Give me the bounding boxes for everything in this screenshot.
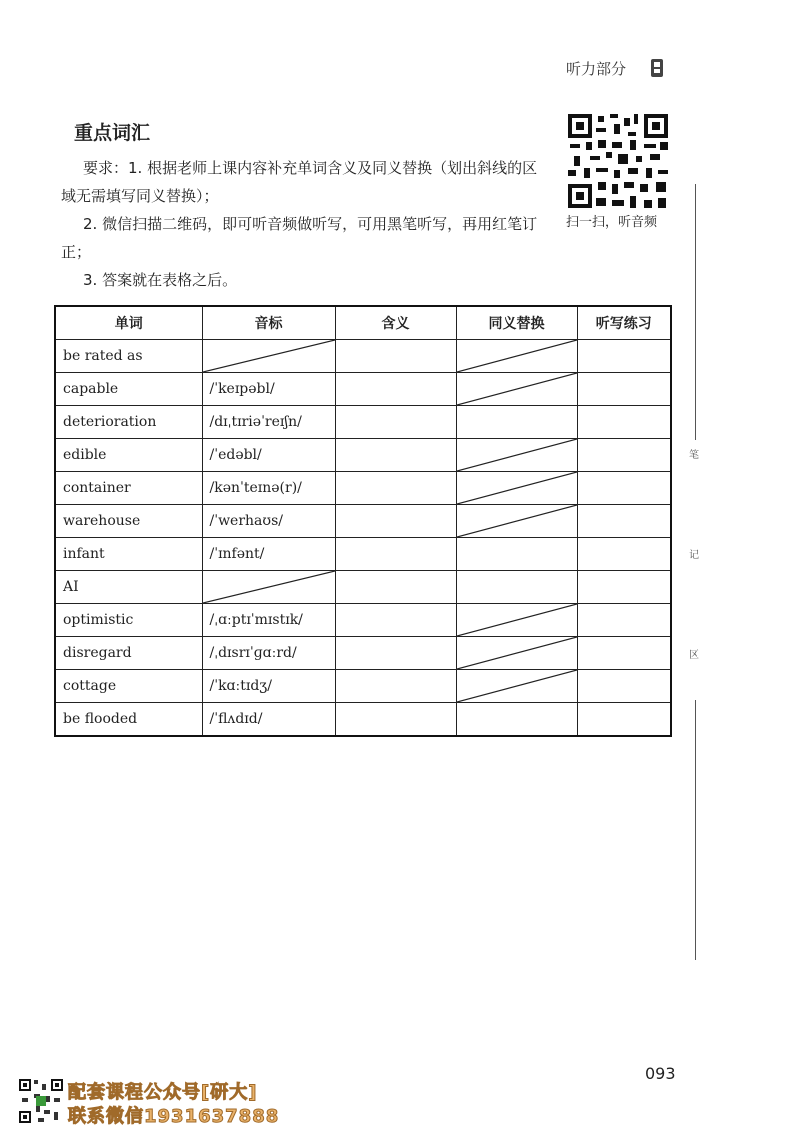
cell-meaning[interactable]	[335, 670, 456, 703]
slash-mark	[457, 505, 577, 537]
cell-meaning[interactable]	[335, 637, 456, 670]
cell-phonetic-text: /ˈedəbl/	[209, 447, 262, 463]
table-row	[55, 373, 671, 406]
section-title: 听力部分	[566, 60, 627, 78]
cell-meaning[interactable]	[335, 538, 456, 571]
cell-word-text: be flooded	[63, 711, 138, 727]
table-row	[55, 637, 671, 670]
slash-mark	[457, 472, 577, 504]
cell-dictation[interactable]	[577, 604, 671, 637]
cell-meaning[interactable]	[335, 505, 456, 538]
cell-word-text: deterioration	[63, 414, 157, 430]
header-dictation: 听写练习	[577, 306, 671, 340]
cell-word-text: edible	[63, 447, 107, 463]
cell-meaning[interactable]	[335, 571, 456, 604]
cell-synonym[interactable]	[456, 439, 577, 472]
cell-word-text: infant	[63, 546, 105, 562]
cell-meaning[interactable]	[335, 373, 456, 406]
cell-phonetic	[202, 571, 335, 604]
cell-word	[55, 472, 202, 505]
cell-word	[55, 439, 202, 472]
slash-mark	[457, 340, 577, 372]
side-note-char: 笔	[689, 450, 699, 461]
cell-word	[55, 670, 202, 703]
cell-phonetic	[202, 670, 335, 703]
cell-word-text: warehouse	[63, 513, 141, 529]
cell-phonetic	[202, 538, 335, 571]
cell-word	[55, 604, 202, 637]
cell-phonetic-text: /ˈwerhaʊs/	[209, 513, 283, 529]
cell-synonym[interactable]	[456, 703, 577, 737]
side-note-char: 记	[689, 550, 699, 561]
cell-synonym[interactable]	[456, 538, 577, 571]
promo-text: 联系微信1931637888	[68, 1106, 280, 1127]
cell-meaning[interactable]	[335, 439, 456, 472]
table-row	[55, 571, 671, 604]
cell-phonetic-text: /ˈkɑːtɪdʒ/	[209, 678, 272, 694]
cell-synonym[interactable]	[456, 571, 577, 604]
cell-word-text: optimistic	[63, 612, 134, 628]
cell-synonym[interactable]	[456, 637, 577, 670]
slash-mark	[457, 439, 577, 471]
table-row	[55, 472, 671, 505]
cell-phonetic	[202, 637, 335, 670]
cell-phonetic	[202, 472, 335, 505]
cell-dictation[interactable]	[577, 505, 671, 538]
cell-phonetic-text: /kənˈteɪnə(r)/	[209, 480, 302, 496]
slash-mark	[203, 571, 335, 603]
promo-text: 配套课程公众号[研大]	[68, 1082, 258, 1103]
table-row	[55, 340, 671, 373]
cell-phonetic-text: /ˌdɪsrɪˈɡɑːrd/	[209, 645, 297, 661]
cell-word-text: AI	[63, 579, 79, 595]
requirement-2: 2. 微信扫描二维码，即可听音频做听写，可用黑笔听写，再用红笔订正；	[61, 215, 538, 261]
cell-dictation[interactable]	[577, 538, 671, 571]
margin-divider	[695, 184, 696, 440]
cell-synonym[interactable]	[456, 505, 577, 538]
cell-meaning[interactable]	[335, 472, 456, 505]
cell-dictation[interactable]	[577, 439, 671, 472]
promo-qr-icon	[18, 1078, 64, 1124]
cell-word	[55, 505, 202, 538]
cell-word	[55, 637, 202, 670]
cell-word	[55, 406, 202, 439]
table-row	[55, 538, 671, 571]
header-synonym: 同义替换	[456, 306, 577, 340]
cell-dictation[interactable]	[577, 406, 671, 439]
cell-phonetic-text: /ˈkeɪpəbl/	[209, 381, 275, 397]
cell-word	[55, 373, 202, 406]
cell-word-text: container	[63, 480, 131, 496]
cell-dictation[interactable]	[577, 373, 671, 406]
table-row	[55, 703, 671, 737]
cell-dictation[interactable]	[577, 703, 671, 737]
table-row	[55, 505, 671, 538]
cell-dictation[interactable]	[577, 340, 671, 373]
cell-dictation[interactable]	[577, 670, 671, 703]
slash-mark	[457, 670, 577, 702]
table-row	[55, 406, 671, 439]
page-number: 093	[645, 1064, 676, 1083]
cell-meaning[interactable]	[335, 604, 456, 637]
cell-phonetic	[202, 439, 335, 472]
cell-word-text: disregard	[63, 645, 132, 661]
cell-synonym[interactable]	[456, 406, 577, 439]
cell-dictation[interactable]	[577, 637, 671, 670]
cell-phonetic-text: /ˈflʌdɪd/	[209, 711, 263, 727]
cell-phonetic	[202, 505, 335, 538]
cell-word-text: cottage	[63, 678, 117, 694]
header-phonetic: 音标	[202, 306, 335, 340]
cell-phonetic	[202, 703, 335, 737]
cell-phonetic-text: /dɪˌtɪriəˈreɪʃn/	[209, 414, 302, 430]
cell-phonetic-text: /ˈɪnfənt/	[209, 546, 265, 562]
slash-mark	[203, 340, 335, 372]
slash-mark	[457, 373, 577, 405]
cell-word-text: capable	[63, 381, 119, 397]
cell-phonetic	[202, 373, 335, 406]
vocabulary-table	[54, 305, 672, 737]
header-word: 单词	[55, 306, 202, 340]
table-row	[55, 670, 671, 703]
cell-synonym[interactable]	[456, 472, 577, 505]
cell-meaning[interactable]	[335, 340, 456, 373]
qr-caption: 扫一扫，听音频	[566, 215, 658, 230]
cell-word	[55, 340, 202, 373]
table-row	[55, 604, 671, 637]
cell-word	[55, 571, 202, 604]
requirement-1: 要求：1. 根据老师上课内容补充单词含义及同义替换（划出斜线的区域无需填写同义替换）；	[61, 159, 538, 205]
cell-word-text: be rated as	[63, 348, 143, 364]
cell-dictation[interactable]	[577, 571, 671, 604]
cell-word	[55, 703, 202, 737]
qr-code-icon[interactable]	[566, 112, 670, 210]
requirement-3: 3. 答案就在表格之后。	[83, 271, 238, 289]
side-note-char: 区	[689, 650, 699, 661]
cell-dictation[interactable]	[577, 472, 671, 505]
ear-icon	[649, 58, 665, 78]
slash-mark	[457, 637, 577, 669]
cell-synonym[interactable]	[456, 340, 577, 373]
cell-synonym[interactable]	[456, 373, 577, 406]
cell-meaning[interactable]	[335, 703, 456, 737]
section-heading: 重点词汇	[74, 122, 151, 144]
cell-word	[55, 538, 202, 571]
table-row	[55, 439, 671, 472]
cell-synonym[interactable]	[456, 604, 577, 637]
cell-synonym[interactable]	[456, 670, 577, 703]
margin-divider	[695, 700, 696, 960]
cell-phonetic-text: /ˌɑːptɪˈmɪstɪk/	[209, 612, 303, 628]
header-meaning: 含义	[335, 306, 456, 340]
cell-meaning[interactable]	[335, 406, 456, 439]
cell-phonetic	[202, 406, 335, 439]
cell-phonetic	[202, 604, 335, 637]
slash-mark	[457, 604, 577, 636]
table-header-row	[55, 306, 671, 340]
cell-phonetic	[202, 340, 335, 373]
